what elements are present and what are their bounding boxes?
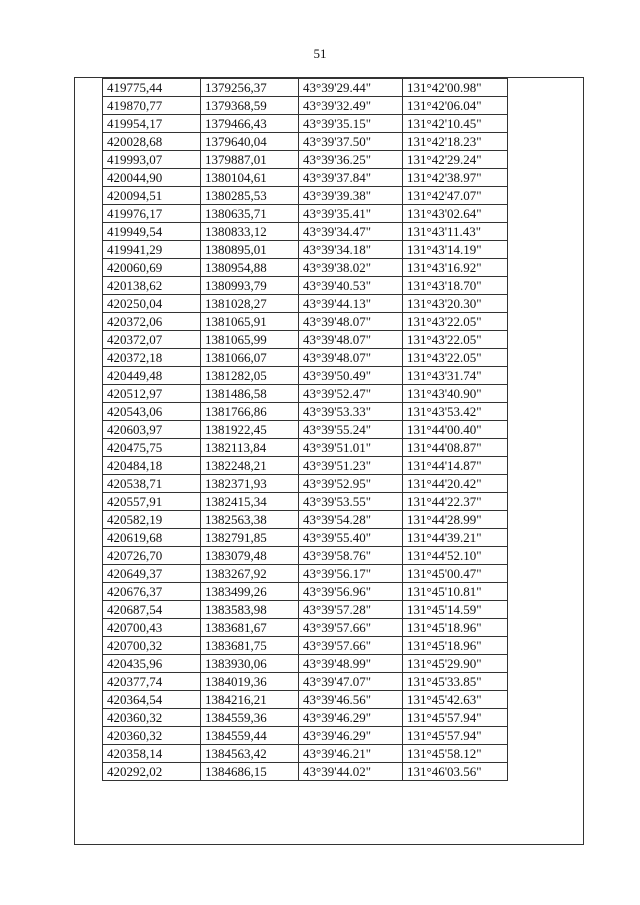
longitude-cell: 131°45'57.94" xyxy=(403,727,508,745)
y-coordinate-cell: 1383267,92 xyxy=(201,565,299,583)
longitude-cell: 131°45'18.96" xyxy=(403,637,508,655)
latitude-cell: 43°39'48.07" xyxy=(299,331,403,349)
latitude-cell: 43°39'51.01" xyxy=(299,439,403,457)
y-coordinate-cell: 1381282,05 xyxy=(201,367,299,385)
longitude-cell: 131°44'14.87" xyxy=(403,457,508,475)
y-coordinate-cell: 1382248,21 xyxy=(201,457,299,475)
x-coordinate-cell: 420435,96 xyxy=(103,655,201,673)
y-coordinate-cell: 1381922,45 xyxy=(201,421,299,439)
table-row xyxy=(103,727,508,745)
x-coordinate-cell: 420543,06 xyxy=(103,403,201,421)
table-row xyxy=(103,547,508,565)
x-coordinate-cell: 420649,37 xyxy=(103,565,201,583)
table-row xyxy=(103,277,508,295)
x-coordinate-cell: 420044,90 xyxy=(103,169,201,187)
table-row xyxy=(103,169,508,187)
y-coordinate-cell: 1381066,07 xyxy=(201,349,299,367)
table-row xyxy=(103,457,508,475)
longitude-cell: 131°43'20.30" xyxy=(403,295,508,313)
x-coordinate-cell: 420377,74 xyxy=(103,673,201,691)
latitude-cell: 43°39'46.56" xyxy=(299,691,403,709)
latitude-cell: 43°39'58.76" xyxy=(299,547,403,565)
longitude-cell: 131°44'00.40" xyxy=(403,421,508,439)
latitude-cell: 43°39'47.07" xyxy=(299,673,403,691)
longitude-cell: 131°42'10.45" xyxy=(403,115,508,133)
y-coordinate-cell: 1381766,86 xyxy=(201,403,299,421)
x-coordinate-cell: 419941,29 xyxy=(103,241,201,259)
table-row xyxy=(103,421,508,439)
longitude-cell: 131°42'06.04" xyxy=(403,97,508,115)
y-coordinate-cell: 1381028,27 xyxy=(201,295,299,313)
y-coordinate-cell: 1384563,42 xyxy=(201,745,299,763)
table-row xyxy=(103,673,508,691)
table-row xyxy=(103,223,508,241)
x-coordinate-cell: 420700,32 xyxy=(103,637,201,655)
y-coordinate-cell: 1382371,93 xyxy=(201,475,299,493)
x-coordinate-cell: 420557,91 xyxy=(103,493,201,511)
y-coordinate-cell: 1383681,75 xyxy=(201,637,299,655)
x-coordinate-cell: 419954,17 xyxy=(103,115,201,133)
latitude-cell: 43°39'29.44" xyxy=(299,79,403,97)
latitude-cell: 43°39'34.18" xyxy=(299,241,403,259)
latitude-cell: 43°39'46.29" xyxy=(299,709,403,727)
table-row xyxy=(103,655,508,673)
latitude-cell: 43°39'38.02" xyxy=(299,259,403,277)
table-row xyxy=(103,313,508,331)
table-row xyxy=(103,97,508,115)
x-coordinate-cell: 420372,07 xyxy=(103,331,201,349)
longitude-cell: 131°45'33.85" xyxy=(403,673,508,691)
y-coordinate-cell: 1382791,85 xyxy=(201,529,299,547)
y-coordinate-cell: 1383681,67 xyxy=(201,619,299,637)
latitude-cell: 43°39'56.17" xyxy=(299,565,403,583)
longitude-cell: 131°44'22.37" xyxy=(403,493,508,511)
x-coordinate-cell: 419775,44 xyxy=(103,79,201,97)
latitude-cell: 43°39'36.25" xyxy=(299,151,403,169)
latitude-cell: 43°39'53.33" xyxy=(299,403,403,421)
latitude-cell: 43°39'55.24" xyxy=(299,421,403,439)
table-row xyxy=(103,601,508,619)
page-number: 51 xyxy=(313,46,327,61)
latitude-cell: 43°39'32.49" xyxy=(299,97,403,115)
y-coordinate-cell: 1380104,61 xyxy=(201,169,299,187)
latitude-cell: 43°39'40.53" xyxy=(299,277,403,295)
table-row xyxy=(103,583,508,601)
table-row xyxy=(103,745,508,763)
table-row xyxy=(103,385,508,403)
x-coordinate-cell: 420028,68 xyxy=(103,133,201,151)
x-coordinate-cell: 420360,32 xyxy=(103,727,201,745)
longitude-cell: 131°43'11.43" xyxy=(403,223,508,241)
x-coordinate-cell: 420726,70 xyxy=(103,547,201,565)
y-coordinate-cell: 1379640,04 xyxy=(201,133,299,151)
x-coordinate-cell: 420700,43 xyxy=(103,619,201,637)
longitude-cell: 131°45'29.90" xyxy=(403,655,508,673)
y-coordinate-cell: 1380993,79 xyxy=(201,277,299,295)
latitude-cell: 43°39'44.13" xyxy=(299,295,403,313)
x-coordinate-cell: 419976,17 xyxy=(103,205,201,223)
y-coordinate-cell: 1384216,21 xyxy=(201,691,299,709)
table-row xyxy=(103,691,508,709)
y-coordinate-cell: 1383499,26 xyxy=(201,583,299,601)
coordinates-table xyxy=(102,78,508,781)
x-coordinate-cell: 420676,37 xyxy=(103,583,201,601)
longitude-cell: 131°43'02.64" xyxy=(403,205,508,223)
y-coordinate-cell: 1379256,37 xyxy=(201,79,299,97)
x-coordinate-cell: 420372,06 xyxy=(103,313,201,331)
x-coordinate-cell: 420364,54 xyxy=(103,691,201,709)
y-coordinate-cell: 1384686,15 xyxy=(201,763,299,781)
longitude-cell: 131°45'10.81" xyxy=(403,583,508,601)
y-coordinate-cell: 1381065,91 xyxy=(201,313,299,331)
longitude-cell: 131°43'22.05" xyxy=(403,349,508,367)
y-coordinate-cell: 1382113,84 xyxy=(201,439,299,457)
x-coordinate-cell: 420358,14 xyxy=(103,745,201,763)
x-coordinate-cell: 420449,48 xyxy=(103,367,201,385)
y-coordinate-cell: 1384019,36 xyxy=(201,673,299,691)
x-coordinate-cell: 420138,62 xyxy=(103,277,201,295)
y-coordinate-cell: 1384559,44 xyxy=(201,727,299,745)
latitude-cell: 43°39'46.21" xyxy=(299,745,403,763)
latitude-cell: 43°39'56.96" xyxy=(299,583,403,601)
x-coordinate-cell: 420475,75 xyxy=(103,439,201,457)
longitude-cell: 131°45'57.94" xyxy=(403,709,508,727)
longitude-cell: 131°44'20.42" xyxy=(403,475,508,493)
longitude-cell: 131°44'39.21" xyxy=(403,529,508,547)
table-row xyxy=(103,529,508,547)
table-row xyxy=(103,187,508,205)
longitude-cell: 131°42'29.24" xyxy=(403,151,508,169)
latitude-cell: 43°39'35.41" xyxy=(299,205,403,223)
x-coordinate-cell: 420292,02 xyxy=(103,763,201,781)
x-coordinate-cell: 420060,69 xyxy=(103,259,201,277)
y-coordinate-cell: 1379466,43 xyxy=(201,115,299,133)
longitude-cell: 131°43'16.92" xyxy=(403,259,508,277)
latitude-cell: 43°39'34.47" xyxy=(299,223,403,241)
table-row xyxy=(103,367,508,385)
latitude-cell: 43°39'48.07" xyxy=(299,313,403,331)
x-coordinate-cell: 420603,97 xyxy=(103,421,201,439)
coordinates-table-body xyxy=(103,79,508,781)
x-coordinate-cell: 420619,68 xyxy=(103,529,201,547)
y-coordinate-cell: 1380635,71 xyxy=(201,205,299,223)
longitude-cell: 131°42'38.97" xyxy=(403,169,508,187)
x-coordinate-cell: 420484,18 xyxy=(103,457,201,475)
longitude-cell: 131°46'03.56" xyxy=(403,763,508,781)
latitude-cell: 43°39'52.95" xyxy=(299,475,403,493)
latitude-cell: 43°39'35.15" xyxy=(299,115,403,133)
table-row xyxy=(103,241,508,259)
latitude-cell: 43°39'37.50" xyxy=(299,133,403,151)
latitude-cell: 43°39'46.29" xyxy=(299,727,403,745)
longitude-cell: 131°43'22.05" xyxy=(403,331,508,349)
y-coordinate-cell: 1380833,12 xyxy=(201,223,299,241)
x-coordinate-cell: 420250,04 xyxy=(103,295,201,313)
latitude-cell: 43°39'39.38" xyxy=(299,187,403,205)
latitude-cell: 43°39'48.99" xyxy=(299,655,403,673)
longitude-cell: 131°44'28.99" xyxy=(403,511,508,529)
table-row xyxy=(103,115,508,133)
y-coordinate-cell: 1380895,01 xyxy=(201,241,299,259)
y-coordinate-cell: 1381065,99 xyxy=(201,331,299,349)
longitude-cell: 131°45'18.96" xyxy=(403,619,508,637)
x-coordinate-cell: 420687,54 xyxy=(103,601,201,619)
latitude-cell: 43°39'44.02" xyxy=(299,763,403,781)
longitude-cell: 131°43'53.42" xyxy=(403,403,508,421)
x-coordinate-cell: 420538,71 xyxy=(103,475,201,493)
x-coordinate-cell: 419949,54 xyxy=(103,223,201,241)
y-coordinate-cell: 1380954,88 xyxy=(201,259,299,277)
longitude-cell: 131°43'31.74" xyxy=(403,367,508,385)
table-row xyxy=(103,439,508,457)
y-coordinate-cell: 1383930,06 xyxy=(201,655,299,673)
table-row xyxy=(103,259,508,277)
longitude-cell: 131°45'14.59" xyxy=(403,601,508,619)
y-coordinate-cell: 1379368,59 xyxy=(201,97,299,115)
table-row xyxy=(103,151,508,169)
x-coordinate-cell: 420372,18 xyxy=(103,349,201,367)
y-coordinate-cell: 1383583,98 xyxy=(201,601,299,619)
latitude-cell: 43°39'54.28" xyxy=(299,511,403,529)
latitude-cell: 43°39'55.40" xyxy=(299,529,403,547)
x-coordinate-cell: 419993,07 xyxy=(103,151,201,169)
table-row xyxy=(103,493,508,511)
x-coordinate-cell: 419870,77 xyxy=(103,97,201,115)
table-row xyxy=(103,331,508,349)
y-coordinate-cell: 1379887,01 xyxy=(201,151,299,169)
table-row xyxy=(103,79,508,97)
longitude-cell: 131°42'47.07" xyxy=(403,187,508,205)
longitude-cell: 131°43'14.19" xyxy=(403,241,508,259)
longitude-cell: 131°45'42.63" xyxy=(403,691,508,709)
table-row xyxy=(103,205,508,223)
longitude-cell: 131°45'58.12" xyxy=(403,745,508,763)
x-coordinate-cell: 420582,19 xyxy=(103,511,201,529)
table-row xyxy=(103,403,508,421)
latitude-cell: 43°39'57.66" xyxy=(299,619,403,637)
longitude-cell: 131°42'00.98" xyxy=(403,79,508,97)
x-coordinate-cell: 420512,97 xyxy=(103,385,201,403)
y-coordinate-cell: 1382415,34 xyxy=(201,493,299,511)
longitude-cell: 131°43'18.70" xyxy=(403,277,508,295)
latitude-cell: 43°39'52.47" xyxy=(299,385,403,403)
longitude-cell: 131°44'08.87" xyxy=(403,439,508,457)
longitude-cell: 131°44'52.10" xyxy=(403,547,508,565)
latitude-cell: 43°39'53.55" xyxy=(299,493,403,511)
table-row xyxy=(103,565,508,583)
x-coordinate-cell: 420094,51 xyxy=(103,187,201,205)
y-coordinate-cell: 1382563,38 xyxy=(201,511,299,529)
table-row xyxy=(103,709,508,727)
latitude-cell: 43°39'57.66" xyxy=(299,637,403,655)
latitude-cell: 43°39'51.23" xyxy=(299,457,403,475)
latitude-cell: 43°39'37.84" xyxy=(299,169,403,187)
table-row xyxy=(103,349,508,367)
longitude-cell: 131°43'22.05" xyxy=(403,313,508,331)
table-row xyxy=(103,637,508,655)
table-row xyxy=(103,133,508,151)
y-coordinate-cell: 1384559,36 xyxy=(201,709,299,727)
longitude-cell: 131°42'18.23" xyxy=(403,133,508,151)
table-row xyxy=(103,619,508,637)
table-row xyxy=(103,475,508,493)
latitude-cell: 43°39'50.49" xyxy=(299,367,403,385)
x-coordinate-cell: 420360,32 xyxy=(103,709,201,727)
y-coordinate-cell: 1380285,53 xyxy=(201,187,299,205)
table-row xyxy=(103,295,508,313)
y-coordinate-cell: 1381486,58 xyxy=(201,385,299,403)
latitude-cell: 43°39'57.28" xyxy=(299,601,403,619)
longitude-cell: 131°45'00.47" xyxy=(403,565,508,583)
table-row xyxy=(103,763,508,781)
y-coordinate-cell: 1383079,48 xyxy=(201,547,299,565)
table-row xyxy=(103,511,508,529)
longitude-cell: 131°43'40.90" xyxy=(403,385,508,403)
latitude-cell: 43°39'48.07" xyxy=(299,349,403,367)
